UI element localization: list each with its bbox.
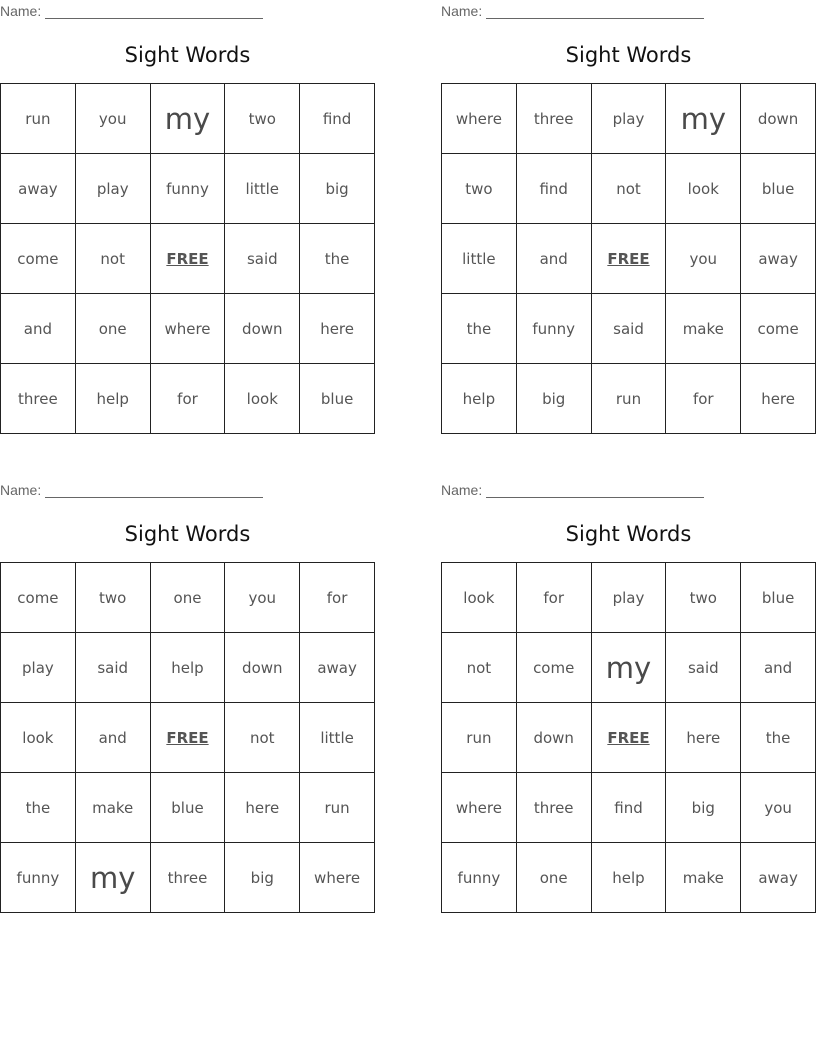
word-cell: down bbox=[225, 294, 300, 364]
word-cell: blue bbox=[300, 364, 375, 434]
word-cell: play bbox=[592, 84, 667, 154]
free-space-cell: FREE bbox=[151, 703, 226, 773]
word-cell: not bbox=[592, 154, 667, 224]
word-cell: here bbox=[741, 364, 816, 434]
word-cell: three bbox=[517, 84, 592, 154]
word-cell: for bbox=[666, 364, 741, 434]
word-cell: here bbox=[300, 294, 375, 364]
word-cell: said bbox=[225, 224, 300, 294]
word-cell: you bbox=[741, 773, 816, 843]
word-cell: come bbox=[1, 224, 76, 294]
card-title: Sight Words bbox=[124, 522, 251, 546]
word-cell: find bbox=[517, 154, 592, 224]
word-cell: down bbox=[225, 633, 300, 703]
word-cell: run bbox=[442, 703, 517, 773]
name-label: Name: bbox=[0, 482, 42, 498]
word-cell: two bbox=[225, 84, 300, 154]
word-cell: for bbox=[151, 364, 226, 434]
word-cell: look bbox=[442, 563, 517, 633]
word-cell: and bbox=[1, 294, 76, 364]
word-cell: blue bbox=[151, 773, 226, 843]
word-cell: here bbox=[666, 703, 741, 773]
word-cell: where bbox=[442, 773, 517, 843]
free-space-cell: FREE bbox=[151, 224, 226, 294]
word-cell: find bbox=[592, 773, 667, 843]
word-cell: big bbox=[225, 843, 300, 913]
word-cell: three bbox=[151, 843, 226, 913]
card-title: Sight Words bbox=[124, 43, 251, 67]
word-cell: help bbox=[592, 843, 667, 913]
word-cell: the bbox=[741, 703, 816, 773]
word-cell: not bbox=[76, 224, 151, 294]
word-cell: run bbox=[300, 773, 375, 843]
word-cell: and bbox=[741, 633, 816, 703]
word-cell: said bbox=[76, 633, 151, 703]
word-cell: one bbox=[517, 843, 592, 913]
name-field[interactable] bbox=[441, 1, 704, 19]
word-cell: said bbox=[666, 633, 741, 703]
bingo-grid bbox=[0, 562, 375, 913]
word-cell: look bbox=[1, 703, 76, 773]
word-cell: funny bbox=[1, 843, 76, 913]
word-cell: big bbox=[666, 773, 741, 843]
word-cell: down bbox=[517, 703, 592, 773]
word-cell: the bbox=[300, 224, 375, 294]
word-cell: and bbox=[76, 703, 151, 773]
word-cell: my bbox=[666, 84, 741, 154]
card-title: Sight Words bbox=[565, 522, 692, 546]
word-cell: the bbox=[442, 294, 517, 364]
word-cell: two bbox=[442, 154, 517, 224]
word-cell: one bbox=[76, 294, 151, 364]
word-cell: my bbox=[592, 633, 667, 703]
name-label: Name: bbox=[441, 3, 483, 19]
word-cell: where bbox=[442, 84, 517, 154]
word-cell: come bbox=[517, 633, 592, 703]
word-cell: little bbox=[442, 224, 517, 294]
word-cell: help bbox=[151, 633, 226, 703]
word-cell: play bbox=[1, 633, 76, 703]
word-cell: help bbox=[442, 364, 517, 434]
word-cell: two bbox=[666, 563, 741, 633]
name-blank-line[interactable] bbox=[486, 482, 704, 498]
name-blank-line[interactable] bbox=[45, 3, 263, 19]
word-cell: not bbox=[225, 703, 300, 773]
word-cell: play bbox=[592, 563, 667, 633]
word-cell: blue bbox=[741, 563, 816, 633]
name-label: Name: bbox=[0, 3, 42, 19]
bingo-grid bbox=[0, 83, 375, 434]
word-cell: big bbox=[300, 154, 375, 224]
word-cell: my bbox=[76, 843, 151, 913]
word-cell: you bbox=[225, 563, 300, 633]
word-cell: find bbox=[300, 84, 375, 154]
word-cell: away bbox=[1, 154, 76, 224]
word-cell: not bbox=[442, 633, 517, 703]
word-cell: funny bbox=[517, 294, 592, 364]
word-cell: here bbox=[225, 773, 300, 843]
word-cell: make bbox=[666, 843, 741, 913]
word-cell: where bbox=[300, 843, 375, 913]
word-cell: down bbox=[741, 84, 816, 154]
word-cell: my bbox=[151, 84, 226, 154]
word-cell: said bbox=[592, 294, 667, 364]
word-cell: come bbox=[741, 294, 816, 364]
bingo-grid bbox=[441, 83, 816, 434]
free-space-cell: FREE bbox=[592, 224, 667, 294]
free-space-cell: FREE bbox=[592, 703, 667, 773]
word-cell: you bbox=[666, 224, 741, 294]
word-cell: help bbox=[76, 364, 151, 434]
word-cell: little bbox=[225, 154, 300, 224]
word-cell: look bbox=[666, 154, 741, 224]
word-cell: you bbox=[76, 84, 151, 154]
word-cell: funny bbox=[442, 843, 517, 913]
word-cell: make bbox=[666, 294, 741, 364]
word-cell: and bbox=[517, 224, 592, 294]
card-title: Sight Words bbox=[565, 43, 692, 67]
word-cell: three bbox=[517, 773, 592, 843]
word-cell: away bbox=[741, 224, 816, 294]
word-cell: funny bbox=[151, 154, 226, 224]
word-cell: play bbox=[76, 154, 151, 224]
word-cell: blue bbox=[741, 154, 816, 224]
word-cell: away bbox=[741, 843, 816, 913]
word-cell: big bbox=[517, 364, 592, 434]
name-field[interactable] bbox=[0, 1, 263, 19]
word-cell: run bbox=[1, 84, 76, 154]
name-field[interactable] bbox=[0, 480, 263, 498]
name-label: Name: bbox=[441, 482, 483, 498]
word-cell: two bbox=[76, 563, 151, 633]
word-cell: away bbox=[300, 633, 375, 703]
word-cell: the bbox=[1, 773, 76, 843]
word-cell: make bbox=[76, 773, 151, 843]
word-cell: for bbox=[300, 563, 375, 633]
word-cell: for bbox=[517, 563, 592, 633]
word-cell: one bbox=[151, 563, 226, 633]
word-cell: run bbox=[592, 364, 667, 434]
word-cell: where bbox=[151, 294, 226, 364]
word-cell: come bbox=[1, 563, 76, 633]
name-blank-line[interactable] bbox=[45, 482, 263, 498]
word-cell: look bbox=[225, 364, 300, 434]
name-blank-line[interactable] bbox=[486, 3, 704, 19]
name-field[interactable] bbox=[441, 480, 704, 498]
bingo-grid bbox=[441, 562, 816, 913]
word-cell: little bbox=[300, 703, 375, 773]
word-cell: three bbox=[1, 364, 76, 434]
